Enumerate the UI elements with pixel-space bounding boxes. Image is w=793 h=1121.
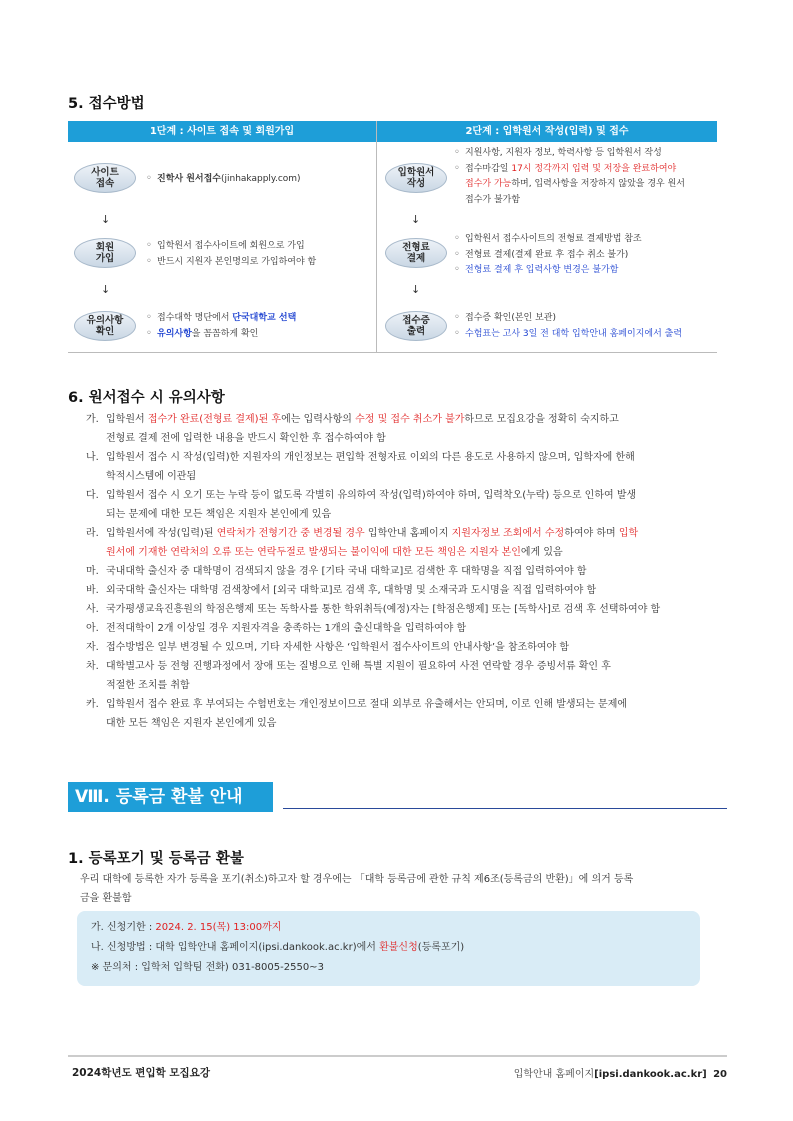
homepage-link[interactable]: [ipsi.dankook.ac.kr] <box>594 1069 707 1080</box>
deadline-line: 가. 신청기한 : 2024. 2. 15(목) 13:00까지 <box>91 922 282 933</box>
footer-title: 2024학년도 편입학 모집요강 <box>72 1067 210 1079</box>
section-title: 1. 등록포기 및 등록금 환불 <box>68 851 244 867</box>
step1-header: 1단계 : 사이트 접속 및 회원가입 <box>68 121 376 142</box>
list-item: 사. 국가평생교육진흥원의 학점은행제 또는 독학사를 통한 학위취득(예정)자는 [학점은행제] 또는 [독학사]로 검색 후 선택하여야 함 <box>86 604 661 615</box>
refund-info-box <box>77 911 700 986</box>
notice-check-desc: ◦ 접수대학 명단에서 단국대학교 선택 ◦ 유의사항을 꼼꼼하게 확인 <box>146 311 296 342</box>
notice-list <box>86 410 731 733</box>
refund-paragraph: 우리 대학에 등록한 자가 등록을 포기(취소)하고자 할 경우에는 「대학 등록금에 관한 규칙 제6조(등록금의 반환)」에 의거 등록 금을 환불함 <box>80 874 634 904</box>
section-title: 5. 접수방법 <box>68 96 145 112</box>
arrow-down-icon: ↓ <box>411 283 421 296</box>
list-item: 가. 입학원서 접수가 완료(전형료 결제)된 후에는 입력사항의 수정 및 접수 취소가 불가하므로 모집요강을 정확히 숙지하고 전형료 결제 전에 입력한 내용을 반드시 확인한 후 접수하여야 함 <box>86 414 619 444</box>
list-item: 나. 입학원서 접수 시 작성(입력)한 지원자의 개인정보는 편입학 전형자료 이외의 다른 용도로 사용하지 않으며, 입학자에 한해 학적시스템에 이관됨 <box>86 452 635 482</box>
pill-application-write: 입학원서 작성 <box>385 163 447 193</box>
list-item: 바. 외국대학 출신자는 대학명 검색창에서 [외국 대학교]로 검색 후, 대학명 및 소재국과 도시명을 직접 입력하여야 함 <box>86 585 597 596</box>
list-item: 아. 전적대학이 2개 이상일 경우 지원자격을 충족하는 1개의 출신대학을 입력하여야 함 <box>86 623 467 634</box>
pill-notice-check: 유의사항 확인 <box>74 311 136 341</box>
arrow-down-icon: ↓ <box>411 213 421 226</box>
step1-column <box>68 121 376 353</box>
list-item: 라. 입학원서에 작성(입력)된 연락처가 전형기간 중 변경될 경우 입학안내 홈페이지 지원자정보 조회에서 수정하여야 하며 입학 원서에 기재한 연락처의 오류 또는 연락두절로 발생되는 불이익에 대한 모든 책임은 지원자 본인에게 있음 <box>86 528 639 558</box>
list-item: 마. 국내대학 출신자 중 대학명이 검색되지 않을 경우 [기타 국내 대학교]로 검색한 후 대학명을 직접 입력하여야 함 <box>86 566 587 577</box>
pill-site-access: 사이트 접속 <box>74 163 136 193</box>
signup-desc: ◦ 입학원서 접수사이트에 회원으로 가입 ◦ 반드시 지원자 본인명의로 가입하여야 함 <box>146 239 316 270</box>
footer-right: 입학안내 홈페이지[ipsi.dankook.ac.kr] 20 <box>513 1069 727 1080</box>
step2-column <box>377 121 717 353</box>
list-item: 차. 대학별고사 등 전형 진행과정에서 장애 또는 질병으로 인해 특별 지원이 필요하여 사전 연락할 경우 증빙서류 확인 후 적절한 조치를 취함 <box>86 661 611 691</box>
arrow-down-icon: ↓ <box>101 283 111 296</box>
list-item: 다. 입학원서 접수 시 오기 또는 누락 등이 없도록 각별히 유의하여 작성(입력)하여야 하며, 입력착오(누락) 등으로 인하여 발생 되는 문제에 대한 모든 책임은 지원자 본인에게 있음 <box>86 490 637 520</box>
pill-signup: 회원 가입 <box>74 238 136 268</box>
page-number: 20 <box>713 1069 727 1080</box>
section-title: 6. 원서접수 시 유의사항 <box>68 390 225 406</box>
list-item: 카. 입학원서 접수 완료 후 부여되는 수험번호는 개인정보이므로 절대 외부로 유출해서는 안되며, 이로 인해 발생되는 문제에 대한 모든 책임은 지원자 본인에게 있음 <box>86 699 628 729</box>
arrow-down-icon: ↓ <box>101 213 111 226</box>
steps-table <box>68 121 717 353</box>
pill-fee-payment: 전형료 결제 <box>385 238 447 268</box>
site-access-desc: ◦ 진학사 원서접수(jinhakapply.com) <box>146 172 301 188</box>
receipt-print-desc: ◦ 접수증 확인(본인 보관) ◦ 수험표는 고사 3일 전 대학 입학안내 홈페이지에서 출력 <box>454 311 716 342</box>
pill-receipt-print: 접수증 출력 <box>385 311 447 341</box>
page-footer <box>68 1055 727 1083</box>
chapter-rule <box>283 808 727 809</box>
list-item: 자. 접수방법은 일부 변경될 수 있으며, 기타 자세한 사항은 ‘입학원서 접수사이트의 안내사항’을 참조하여야 함 <box>86 642 570 653</box>
application-write-desc: ◦ 지원사항, 지원자 정보, 학력사항 등 입학원서 작성 ◦ 접수마감일 17시 정각까지 입력 및 저장을 완료하여야 접수가 가능하며, 입력사항을 저장하지 않았을 경우 원서 접수가 불가함 <box>454 146 716 208</box>
method-line: 나. 신청방법 : 대학 입학안내 홈페이지(ipsi.dankook.ac.kr)에서 환불신청(등록포기) <box>91 942 465 953</box>
chapter-title: Ⅷ. 등록금 환불 안내 <box>68 782 273 812</box>
contact-line: ※ 문의처 : 입학처 입학팀 전화) 031-8005-2550~3 <box>91 962 324 973</box>
step2-header: 2단계 : 입학원서 작성(입력) 및 접수 <box>377 121 717 142</box>
fee-payment-desc: ◦ 입학원서 접수사이트의 전형료 결제방법 참조 ◦ 전형료 결제(결제 완료 후 접수 취소 불가) ◦ 전형료 결제 후 입력사항 변경은 불가함 <box>454 232 716 279</box>
